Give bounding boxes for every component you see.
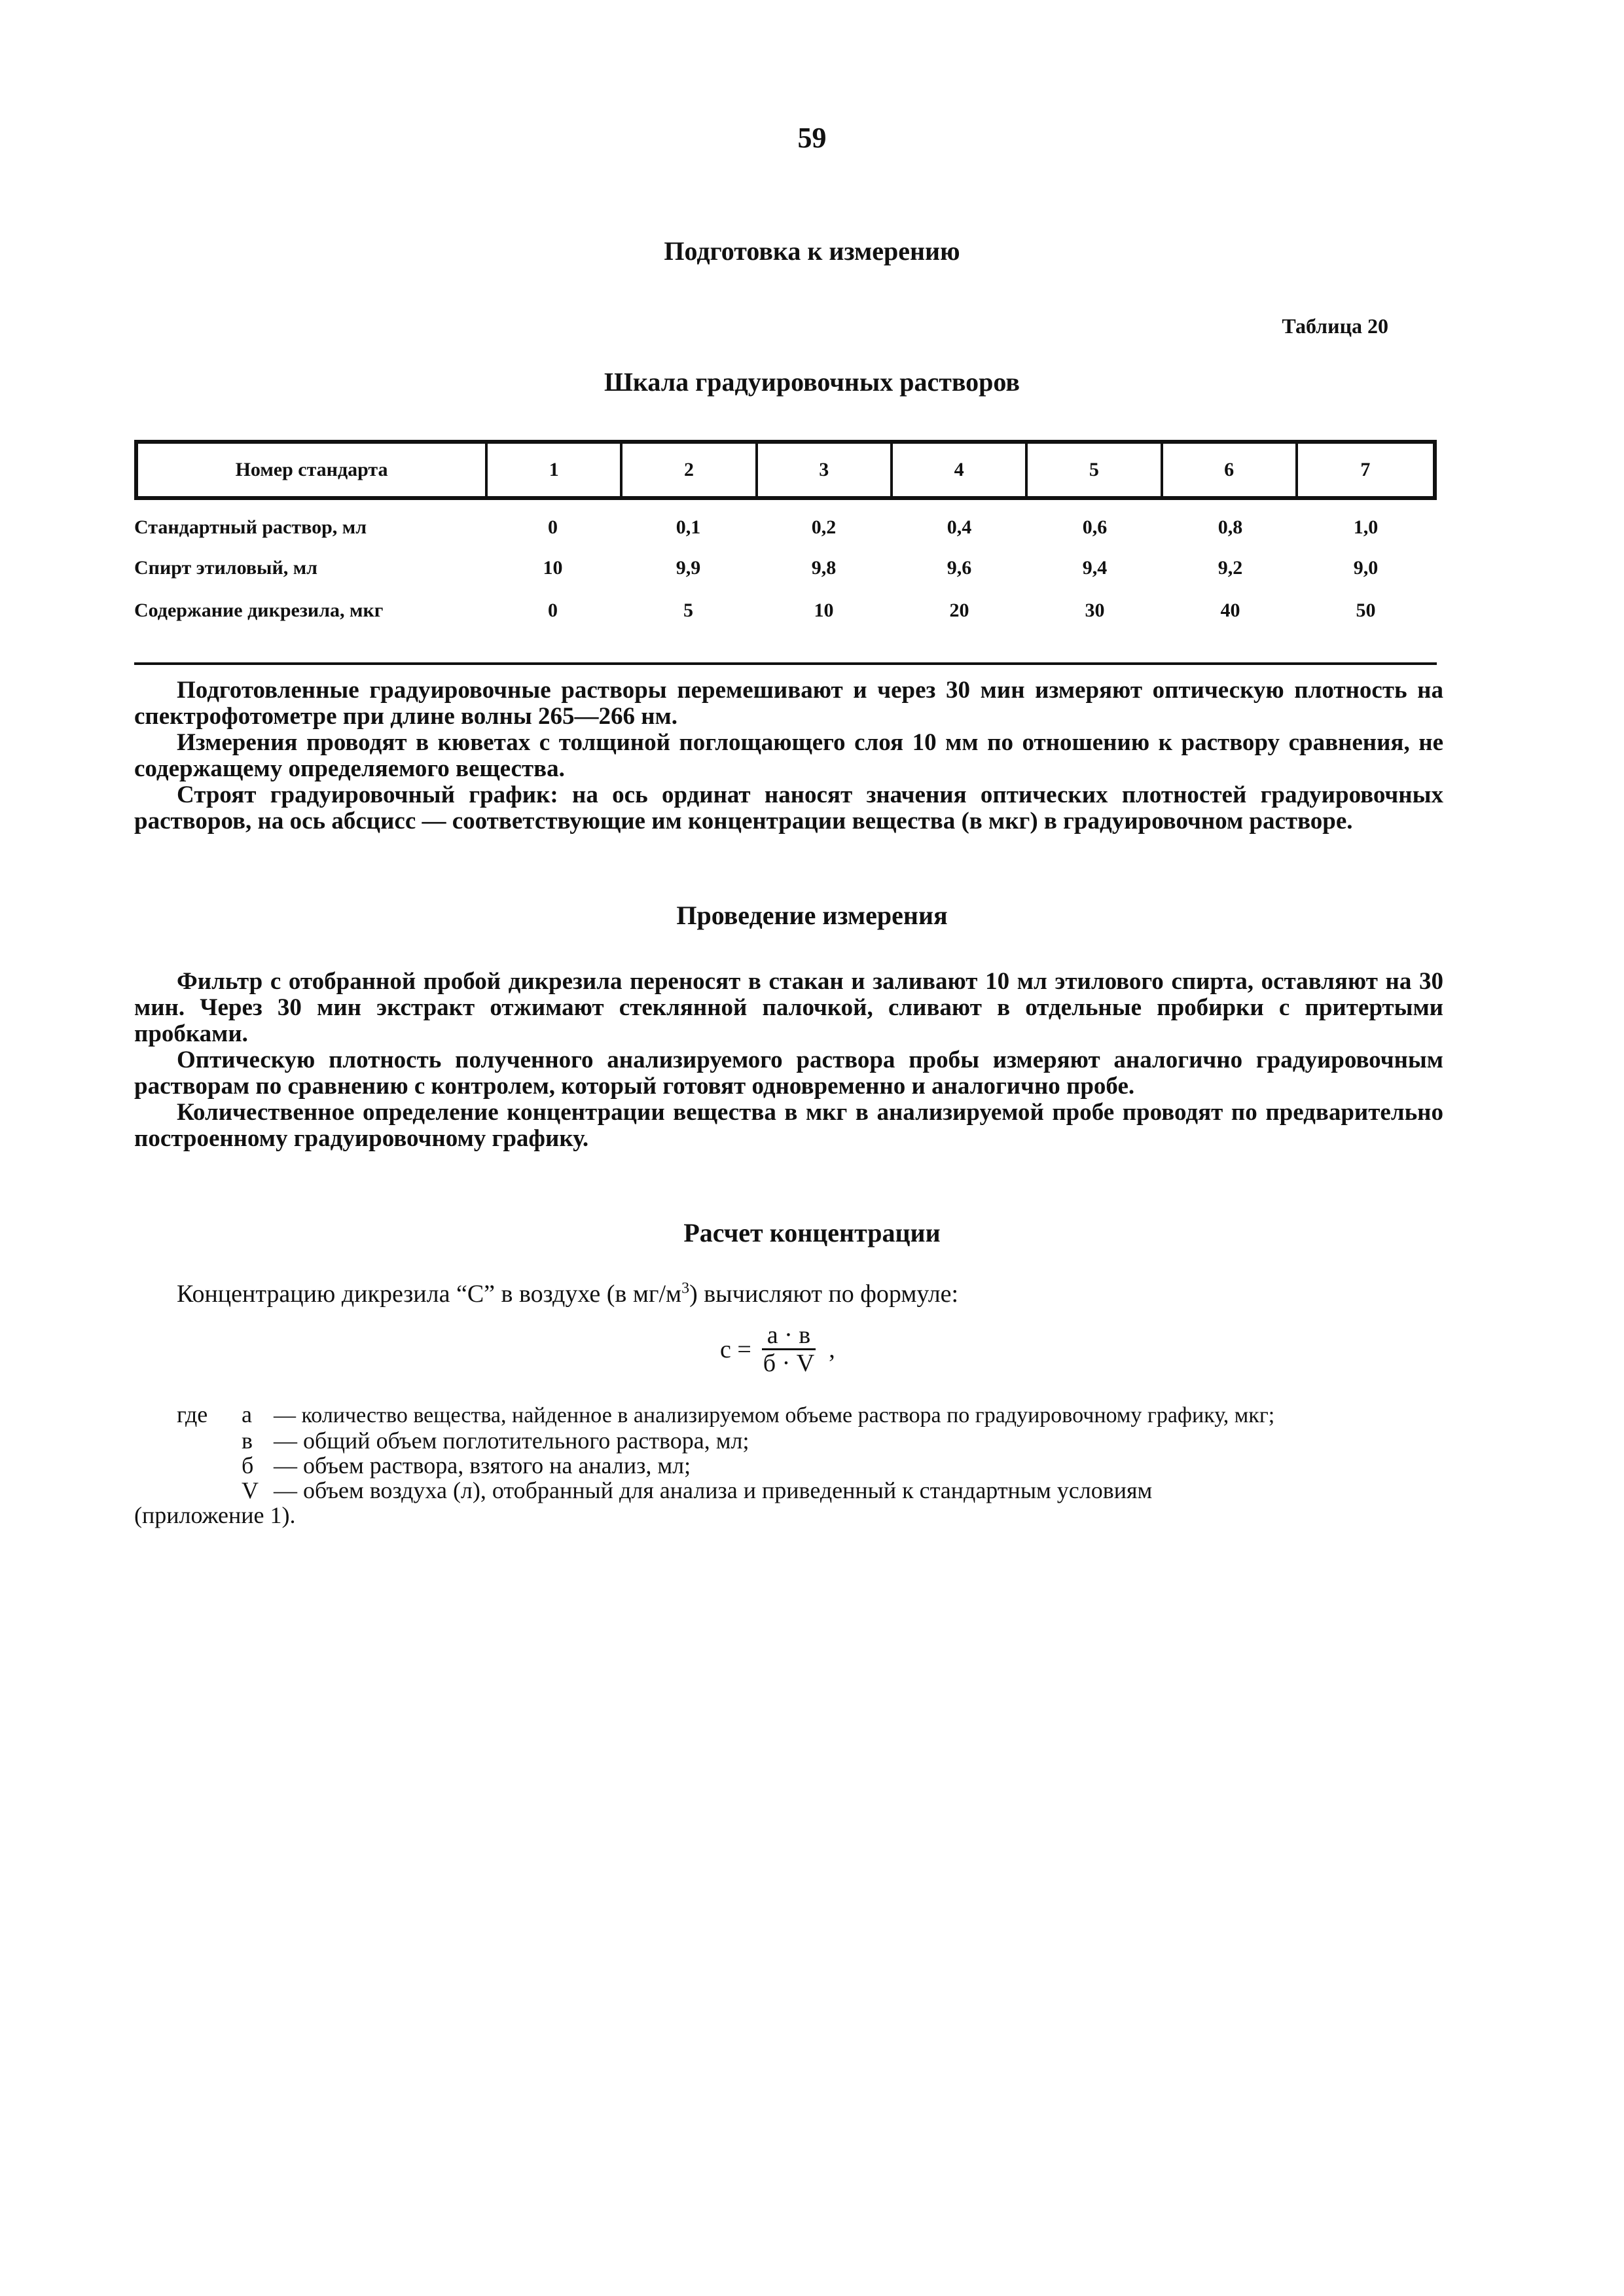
paragraph: Подготовленные градуировочные растворы перемешивают и через 30 мин измеряют оптическую плотность на спектрофотометре при длине волны 265—266 нм. (134, 677, 1443, 730)
table-cell: 40 (1220, 600, 1240, 621)
table-cell: 9,4 (1082, 557, 1108, 579)
table-row (134, 590, 1437, 631)
legend-line (134, 1478, 1443, 1503)
table-cell: 0,1 (676, 516, 701, 538)
legend-symbol: а (242, 1401, 252, 1427)
table-header-col: 6 (1163, 444, 1298, 496)
table-cell: 1,0 (1353, 516, 1379, 538)
calculation-intro-prefix: Концентрацию дикрезила “С” в воздухе (в мг/м (177, 1280, 682, 1308)
table-header-col: 1 (488, 444, 623, 496)
heading-preparation: Подготовка к измерению (664, 236, 960, 266)
measurement-text (134, 969, 1443, 1152)
legend-tail: (приложение 1). (134, 1502, 296, 1528)
table-row-label: Содержание дикрезила, мкг (134, 600, 384, 621)
calculation-intro (177, 1280, 958, 1308)
heading-calculation: Расчет концентрации (683, 1218, 941, 1247)
legend-text: — количество вещества, найденное в анализируемом объеме раствора по градуировочному графику, мкг; (274, 1403, 1275, 1427)
table-row-label: Стандартный раствор, мл (134, 516, 367, 538)
table-cell: 9,9 (676, 557, 701, 579)
calculation-intro-suffix: ) вычисляют по формуле: (689, 1280, 959, 1308)
legend-text: — объем воздуха (л), отобранный для анализа и приведенный к стандартным условиям (274, 1477, 1153, 1503)
table-cell: 5 (683, 600, 693, 621)
table-header-col: 3 (758, 444, 893, 496)
table-cell: 20 (949, 600, 969, 621)
paragraph: Фильтр с отобранной пробой дикрезила переносят в стакан и заливают 10 мл этилового спирта, оставляют на 30 мин. Через 30 мин экстракт отжимают стеклянной палочкой, сливают в отдельные пробирки с притертыми пробками. (134, 968, 1443, 1047)
table-cell: 0,6 (1082, 516, 1108, 538)
legend-line (134, 1428, 1443, 1453)
table-cell: 9,2 (1218, 557, 1243, 579)
paragraph: Оптическую плотность полученного анализируемого раствора пробы измеряют аналогично градуировочным растворам по сравнению с контролем, который готовят одновременно и аналогично пробе. (134, 1047, 1443, 1100)
table-row (134, 548, 1437, 588)
table-title: Шкала градуировочных растворов (604, 367, 1020, 397)
legend-line (134, 1453, 1443, 1478)
formula-numerator: а · в (762, 1322, 816, 1350)
legend-symbol: б (242, 1452, 254, 1479)
formula-fraction (758, 1322, 820, 1376)
table-cell: 0 (548, 516, 558, 538)
table-cell: 10 (543, 557, 563, 579)
table-row (134, 507, 1437, 548)
formula-lhs: с = (720, 1335, 751, 1363)
table-bottom-rule (134, 662, 1437, 665)
legend-symbol: V (242, 1477, 259, 1503)
table-header-col: 7 (1360, 459, 1371, 480)
table-header-col: 4 (893, 444, 1028, 496)
table-cell: 0 (548, 600, 558, 621)
table-number-label: Таблица 20 (1282, 314, 1388, 338)
legend-where: где (177, 1401, 208, 1427)
formula-tail: , (829, 1335, 835, 1363)
paragraph: Количественное определение концентрации вещества в мкг в анализируемой пробе проводят по предварительно построенному градуировочному графику. (134, 1099, 1443, 1152)
table-cell: 10 (814, 600, 834, 621)
table-header-label: Номер стандарта (138, 444, 488, 496)
table-cell: 9,0 (1353, 557, 1379, 579)
preparation-text (134, 677, 1443, 834)
table-cell: 9,6 (947, 557, 972, 579)
legend-text: — общий объем поглотительного раствора, мл; (274, 1427, 749, 1454)
legend-line (134, 1402, 1443, 1428)
paragraph: Строят градуировочный график: на ось ординат наносят значения оптических плотностей градуировочных растворов, на ось абсцисс — соответствующие им концентрации вещества (в мкг) в градуировочном растворе. (134, 781, 1443, 834)
table-cell: 9,8 (811, 557, 837, 579)
formula-legend (134, 1402, 1443, 1528)
paragraph: Измерения проводят в кюветах с толщиной поглощающего слоя 10 мм по отношению к раствору сравнения, не содержащему определяемого вещества. (134, 729, 1443, 782)
table-cell: 0,4 (947, 516, 972, 538)
table-header-col: 5 (1028, 444, 1163, 496)
legend-text: — объем раствора, взятого на анализ, мл; (274, 1452, 691, 1479)
formula-denominator: б · V (763, 1350, 815, 1377)
table-header-row (134, 440, 1437, 500)
table-cell: 0,2 (811, 516, 837, 538)
page-number: 59 (797, 122, 827, 154)
legend-symbol: в (242, 1427, 253, 1454)
table-header-col: 2 (623, 444, 757, 496)
heading-measurement: Проведение измерения (676, 901, 948, 930)
table-cell: 50 (1356, 600, 1376, 621)
table-cell: 30 (1085, 600, 1105, 621)
unit-exponent: 3 (681, 1280, 690, 1297)
table-row-label: Спирт этиловый, мл (134, 557, 318, 579)
concentration-formula (720, 1322, 835, 1376)
table-cell: 0,8 (1218, 516, 1243, 538)
